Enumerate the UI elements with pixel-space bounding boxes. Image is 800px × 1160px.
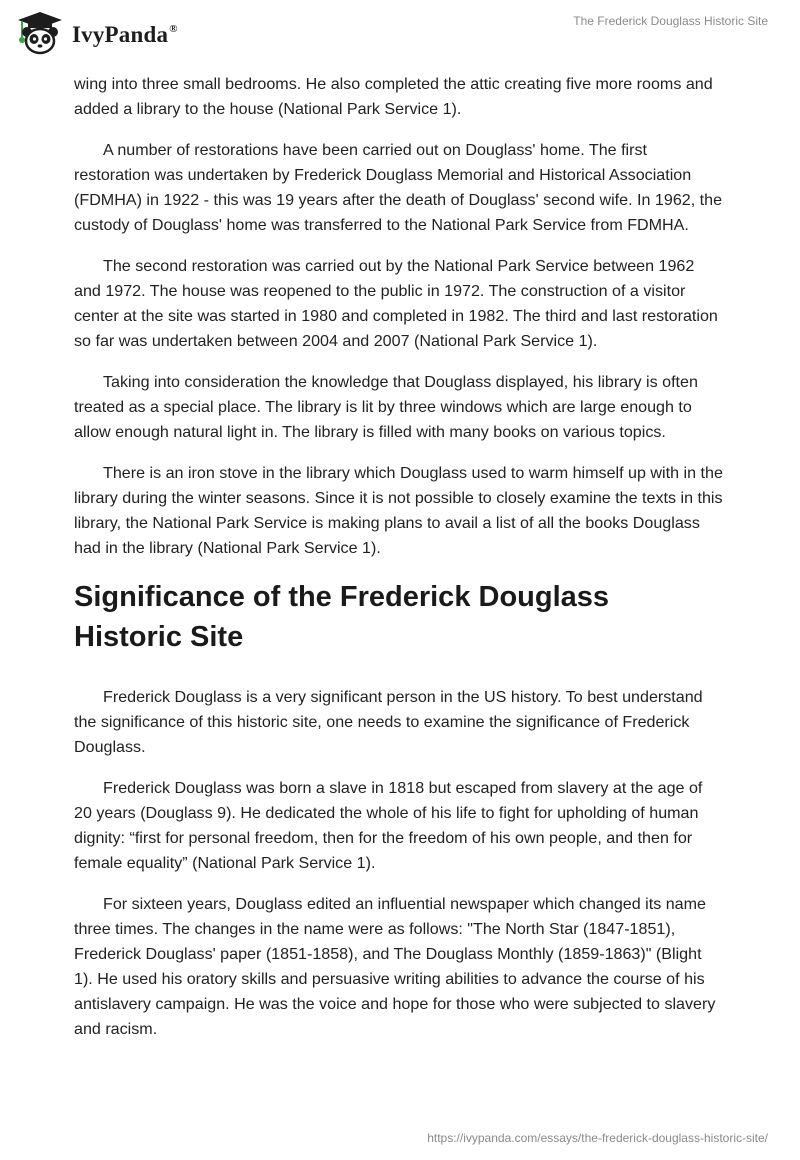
paragraph: There is an iron stove in the library which Douglass used to warm himself up with in the library during the winter seasons. Since it is not possible to closely examine the texts in this library, the National Park Service is making plans to avail a list of all the books Douglass had in the library (National Park Service 1).	[74, 464, 723, 557]
essay-body	[74, 72, 724, 1058]
paragraph: Frederick Douglass was born a slave in 1818 but escaped from slavery at the age of 20 years (Douglass 9). He dedicated the whole of his life to fight for upholding of human dignity: “first for personal freedom, then for the freedom of his own people, and then for female equality” (National Park Service 1).	[74, 779, 703, 872]
brand-name	[72, 22, 178, 48]
brand-name-text: IvyPanda	[72, 22, 169, 47]
paragraph: Taking into consideration the knowledge that Douglass displayed, his library is often treated as a special place. The library is lit by three windows which are large enough to allow enough natural light in. The library is filled with many books on various topics.	[74, 373, 698, 441]
paragraph: A number of restorations have been carried out on Douglass' home. The first restoration was undertaken by Frederick Douglass Memorial and Historical Association (FDMHA) in 1922 - this was 19 years after the death of Douglass' second wife. In 1962, the custody of Douglass' home was transferred to the National Park Service from FDMHA.	[74, 141, 723, 234]
source-url[interactable]: https://ivypanda.com/essays/the-frederick-douglass-historic-site/	[427, 1131, 768, 1145]
paragraph: The second restoration was carried out by the National Park Service between 1962 and 1972. The house was reopened to the public in 1972. The construction of a visitor center at the site was started in 1980 and completed in 1982. The third and last restoration so far was undertaken between 2004 and 2007 (National Park Service 1).	[74, 257, 718, 350]
registered-mark: ®	[169, 23, 178, 35]
page-header	[0, 0, 800, 70]
document-title: The Frederick Douglass Historic Site	[573, 14, 768, 28]
paragraph-continuation: wing into three small bedrooms. He also completed the attic creating five more rooms and added a library to the house (National Park Service 1).	[74, 75, 713, 118]
paragraph: Frederick Douglass is a very significant person in the US history. To best understand the significance of this historic site, one needs to examine the significance of Frederick Douglass.	[74, 688, 703, 756]
ivypanda-logo[interactable]	[14, 10, 178, 56]
panda-graduate-icon	[14, 10, 66, 56]
paragraph: For sixteen years, Douglass edited an influential newspaper which changed its name three times. The changes in the name were as follows: "The North Star (1847-1851), Frederick Douglass' paper (1851-1858), and The Douglass Monthly (1859-1863)" (Blight 1). He used his oratory skills and persuasive writing abilities to advance the course of his antislavery campaign. He was the voice and hope for those who were subjected to slavery and racism.	[74, 895, 716, 1038]
section-heading: Significance of the Frederick Douglass Historic Site	[74, 581, 610, 653]
